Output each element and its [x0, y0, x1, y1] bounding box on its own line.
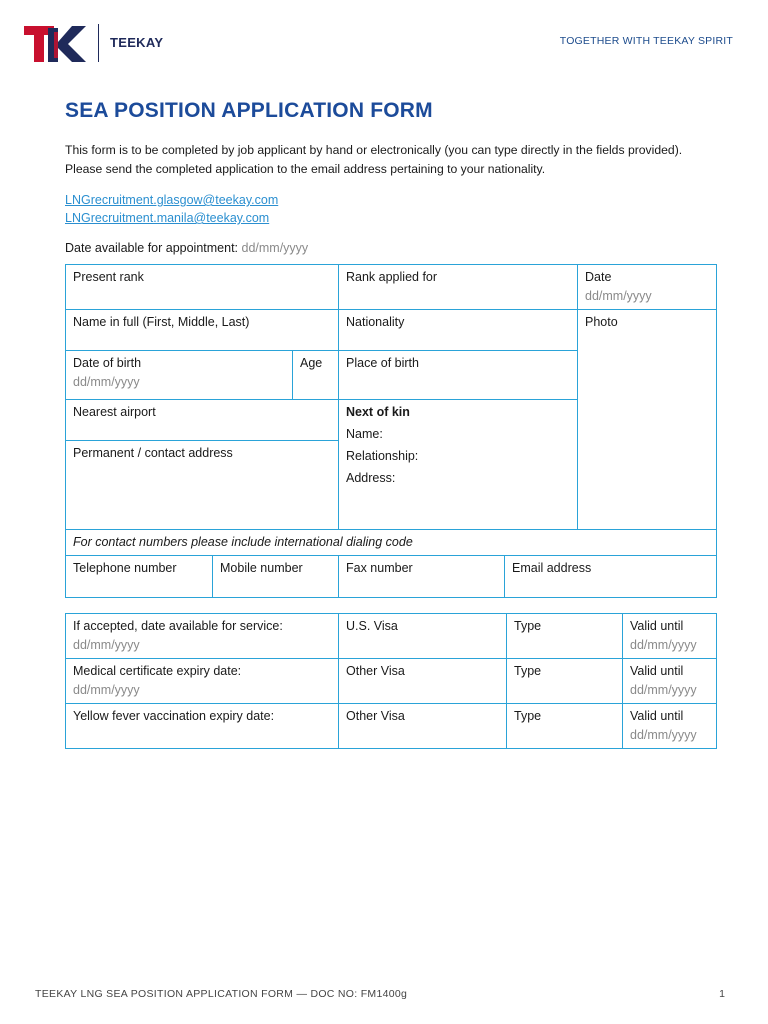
- nationality-label: Nationality: [346, 315, 405, 329]
- dob-placeholder: dd/mm/yyyy: [73, 375, 140, 389]
- dob-field[interactable]: [66, 351, 293, 400]
- us-visa-valid-field[interactable]: [623, 614, 717, 659]
- nearest-airport-field[interactable]: [66, 400, 339, 441]
- type-label: Type: [514, 709, 542, 723]
- email-link-glasgow[interactable]: LNGrecruitment.glasgow@teekay.com: [65, 193, 279, 207]
- photo-label: Photo: [585, 315, 618, 329]
- us-visa-field[interactable]: [339, 614, 507, 659]
- medical-expiry-placeholder: dd/mm/yyyy: [73, 683, 140, 697]
- email-link-manila[interactable]: LNGrecruitment.manila@teekay.com: [65, 211, 270, 225]
- email-field[interactable]: [505, 556, 717, 598]
- intro-text: This form is to be completed by job applicant by hand or electronically (you can type directly in the fields provided). Please send the completed application to the email address pertaining to your nationality.: [65, 143, 683, 176]
- table-row: [66, 659, 717, 704]
- photo-box[interactable]: [578, 310, 717, 530]
- service-date-field[interactable]: [66, 614, 339, 659]
- kin-name-label: Name:: [346, 427, 383, 441]
- logo-wordmark: TEEKAY: [110, 35, 164, 50]
- mobile-label: Mobile number: [220, 561, 303, 575]
- age-label: Age: [300, 356, 323, 370]
- tk-logo-icon: [24, 22, 90, 64]
- fax-label: Fax number: [346, 561, 413, 575]
- place-of-birth-field[interactable]: [339, 351, 578, 400]
- nearest-airport-label: Nearest airport: [73, 405, 156, 419]
- us-visa-type-field[interactable]: [507, 614, 623, 659]
- footer-doc-info: TEEKAY LNG SEA POSITION APPLICATION FORM — DOC NO: FM1400g: [35, 988, 408, 1000]
- valid-until-placeholder: dd/mm/yyyy: [630, 638, 697, 652]
- rank-applied-label: Rank applied for: [346, 270, 438, 284]
- availability-label: Date available for appointment:: [65, 241, 242, 255]
- tagline: TOGETHER WITH TEEKAY SPIRIT: [559, 35, 733, 47]
- rank-applied-field[interactable]: [339, 265, 578, 310]
- medical-expiry-field[interactable]: [66, 659, 339, 704]
- page-number: 1: [719, 988, 725, 1000]
- email-label: Email address: [512, 561, 592, 575]
- permanent-address-field[interactable]: [66, 441, 339, 530]
- table-row: [66, 614, 717, 659]
- other-visa-field[interactable]: [339, 659, 507, 704]
- permanent-address-label: Permanent / contact address: [73, 446, 233, 460]
- place-of-birth-label: Place of birth: [346, 356, 419, 370]
- other-visa-label: Other Visa: [346, 664, 405, 678]
- availability-date-field[interactable]: dd/mm/yyyy: [241, 241, 309, 255]
- valid-until-label: Valid until: [630, 709, 684, 723]
- other-visa-valid-field-2[interactable]: [623, 704, 717, 749]
- kin-address-label: Address:: [346, 471, 396, 485]
- table-row: [66, 704, 717, 749]
- date-field[interactable]: [578, 265, 717, 310]
- fax-field[interactable]: [339, 556, 505, 598]
- other-visa-field-2[interactable]: [339, 704, 507, 749]
- us-visa-label: U.S. Visa: [346, 619, 398, 633]
- applicant-details-table: [65, 264, 717, 598]
- valid-until-placeholder: dd/mm/yyyy: [630, 728, 697, 742]
- next-of-kin-label: Next of kin: [346, 405, 410, 419]
- telephone-field[interactable]: [66, 556, 213, 598]
- logo-divider: [98, 24, 99, 62]
- service-date-label: If accepted, date available for service:: [73, 619, 283, 633]
- present-rank-field[interactable]: [66, 265, 339, 310]
- valid-until-label: Valid until: [630, 664, 684, 678]
- other-visa-label: Other Visa: [346, 709, 405, 723]
- date-placeholder: dd/mm/yyyy: [585, 289, 652, 303]
- type-label: Type: [514, 664, 542, 678]
- yellow-fever-label: Yellow fever vaccination expiry date:: [73, 709, 275, 723]
- date-label: Date: [585, 270, 612, 284]
- valid-until-placeholder: dd/mm/yyyy: [630, 683, 697, 697]
- service-date-placeholder: dd/mm/yyyy: [73, 638, 140, 652]
- mobile-field[interactable]: [213, 556, 339, 598]
- page-title: SEA POSITION APPLICATION FORM: [65, 99, 433, 122]
- age-field[interactable]: [293, 351, 339, 400]
- next-of-kin-field[interactable]: [339, 400, 578, 530]
- other-visa-type-field[interactable]: [507, 659, 623, 704]
- valid-until-label: Valid until: [630, 619, 684, 633]
- name-full-label: Name in full (First, Middle, Last): [73, 315, 250, 329]
- name-full-field[interactable]: [66, 310, 339, 351]
- type-label: Type: [514, 619, 542, 633]
- availability-line: [65, 241, 308, 255]
- teekay-logo: [24, 22, 174, 64]
- contact-note: For contact numbers please include international dialing code: [66, 530, 717, 556]
- visa-table: [65, 613, 717, 749]
- other-visa-valid-field[interactable]: [623, 659, 717, 704]
- yellow-fever-field[interactable]: [66, 704, 339, 749]
- medical-expiry-label: Medical certificate expiry date:: [73, 664, 242, 678]
- telephone-label: Telephone number: [73, 561, 177, 575]
- kin-relationship-label: Relationship:: [346, 449, 419, 463]
- other-visa-type-field-2[interactable]: [507, 704, 623, 749]
- dob-label: Date of birth: [73, 356, 142, 370]
- nationality-field[interactable]: [339, 310, 578, 351]
- present-rank-label: Present rank: [73, 270, 144, 284]
